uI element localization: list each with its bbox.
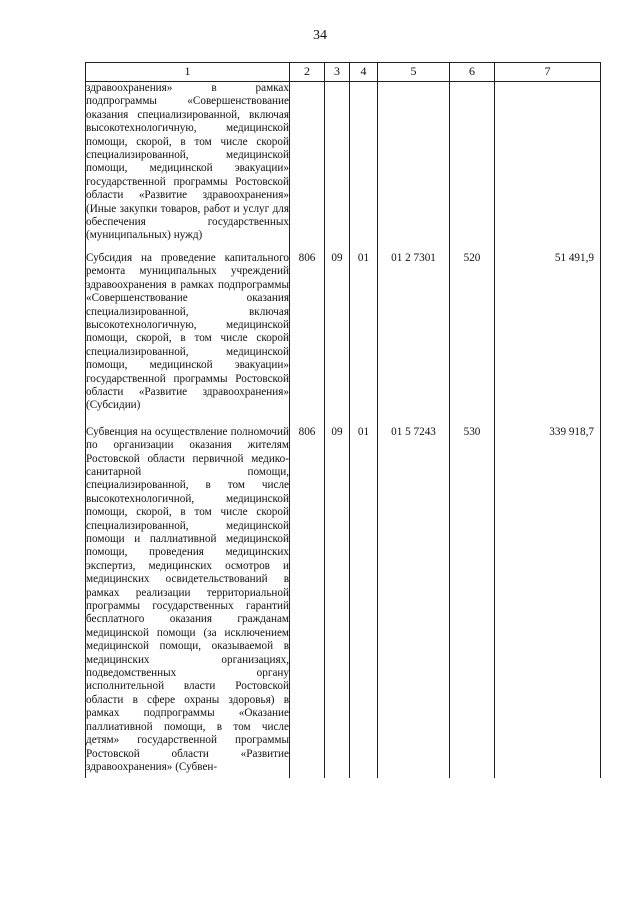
cell-section: 09: [325, 243, 350, 417]
column-header: 1: [86, 63, 290, 82]
cell-amount: 339 918,7: [495, 417, 601, 779]
row-description: здравоохранения» в рамках подпрограммы «Совершенствование оказания специализированной, включая высокотехнологичную, медицинской помощи, скорой, в том числе скорой специализированной, медицинской помощи, медицинской эвакуации» государственной программы Ростовской области «Развитие здравоохранения» (Иные закупки товаров, работ и услуг для обеспечения государственных (муниципальных) нужд): [86, 82, 289, 242]
cell-target-article: 01 2 7301: [378, 243, 450, 417]
cell-section: 09: [325, 417, 350, 779]
cell-ministry-code: [290, 82, 325, 243]
table-row: [86, 417, 601, 779]
cell-subsection: [350, 82, 378, 243]
cell-subsection: 01: [350, 243, 378, 417]
row-description: Субсидия на проведение капитального ремонта муниципальных учреждений здравоохранения в рамках подпрограммы «Совершенствование оказания специализированной, включая высокотехнологичную, медицинской помощи, скорой, в том числе скорой специализированной, медицинской помощи, медицинской эвакуации» государственной программы Ростовской области «Развитие здравоохранения» (Субсидии): [86, 243, 290, 417]
cell-amount: [495, 82, 601, 243]
budget-table: [85, 62, 601, 778]
cell-subsection: 01: [350, 417, 378, 779]
table-header-row: [86, 63, 601, 82]
column-header: 5: [378, 63, 450, 82]
cell-amount: 51 491,9: [495, 243, 601, 417]
column-header: 6: [450, 63, 495, 82]
page-number: 34: [313, 28, 327, 43]
cell-expense-type: 520: [450, 243, 495, 417]
column-header: 2: [290, 63, 325, 82]
row-description: Субвенция на осуществление полномочий по организации оказания жителям Ростовской области первичной медико-санитарной помощи, специализированной, в том числе высокотехнологичной, медицинской помощи, скорой, в том числе скорой специализированной, медицинской помощи и паллиативной медицинской помощи, проведения медицинских экспертиз, медицинских осмотров и медицинских освидетельствований в рамках реализации территориальной программы государственных гарантий бесплатного оказания гражданам медицинской помощи (за исключением медицинской помощи, оказываемой в медицинских организациях, подведомственных органу исполнительной власти Ростовской области в сфере охраны здоровья) в рамках подпрограммы «Оказание паллиативной помощи, в том числе детям» государственной программы Ростовской области «Развитие здравоохранения» (Субвен-: [86, 417, 290, 779]
column-header: 3: [325, 63, 350, 82]
column-header: 7: [495, 63, 601, 82]
cell-expense-type: 530: [450, 417, 495, 779]
cell-ministry-code: 806: [290, 417, 325, 779]
cell-ministry-code: 806: [290, 243, 325, 417]
cell-section: [325, 82, 350, 243]
cell-target-article: [378, 82, 450, 243]
column-header: 4: [350, 63, 378, 82]
cell-target-article: 01 5 7243: [378, 417, 450, 779]
cell-expense-type: [450, 82, 495, 243]
table-row: [86, 82, 601, 243]
table-row: [86, 243, 601, 417]
